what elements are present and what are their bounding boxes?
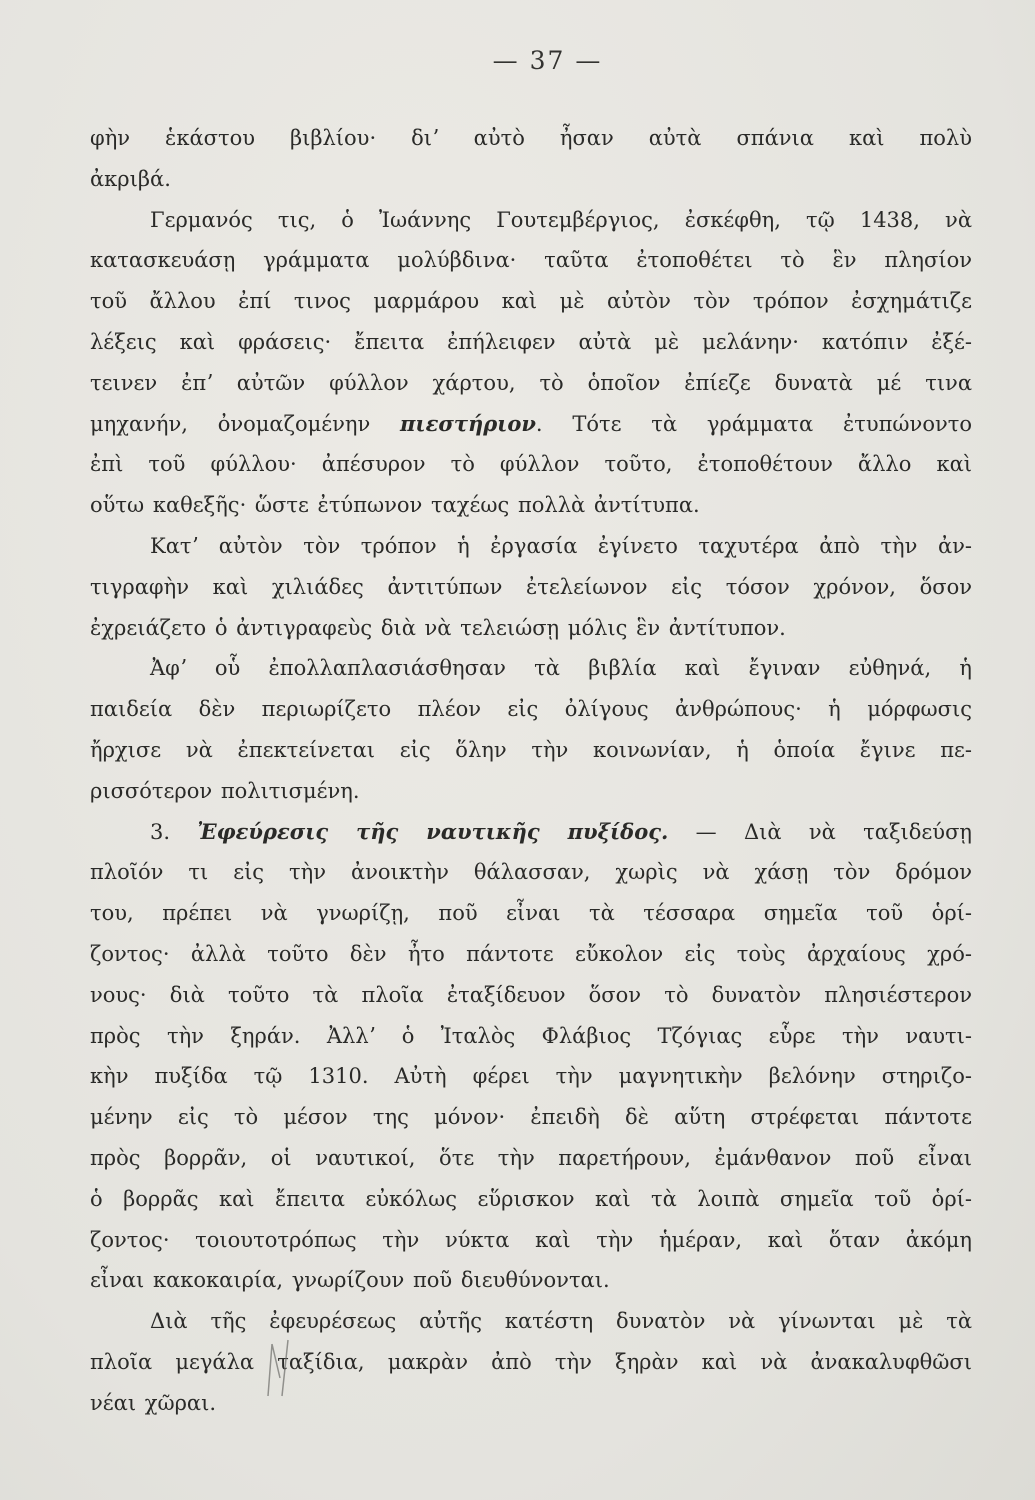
text-line: οὕτω καθεξῆς· ὥστε ἐτύπωνον ταχέως πολλὰ ἀντίτυπα.: [90, 493, 700, 518]
text-line: τεινεν ἐπʼ αὐτῶν φύλλον χάρτου, τὸ ὁποῖον ἐπίεζε δυνατὰ μέ τινα: [90, 370, 972, 395]
text-line: φὴν ἑκάστου βιβλίου· διʼ αὐτὸ ἦσαν αὐτὰ σπάνια καὶ πολὺ: [90, 126, 972, 150]
text-line: κατασκευάσῃ γράμματα μολύβδινα· ταῦτα ἐτοποθέτει τὸ ἓν πλησίον: [90, 248, 972, 273]
text-line: πλοῖα μεγάλα ταξίδια, μακρὰν ἀπὸ τὴν ξηρὰν καὶ νὰ ἀνακαλυφθῶσι: [90, 1349, 972, 1374]
text-line: παιδεία δὲν περιωρίζετο πλέον εἰς ὀλίγους ἀνθρώπους· ἡ μόρφωσις: [90, 697, 972, 722]
text-line: ὁ βορρᾶς καὶ ἔπειτα εὐκόλως εὕρισκον καὶ τὰ λοιπὰ σημεῖα τοῦ ὁρί-: [90, 1186, 972, 1211]
body-text: [90, 118, 972, 1424]
text-line: νους· διὰ τοῦτο τὰ πλοῖα ἐταξίδευον ὅσον τὸ δυνατὸν πλησιέστερον: [90, 982, 972, 1007]
text-fragment: . Τότε τὰ γράμματα ἐτυπώνοντο: [535, 411, 972, 436]
text-fragment: — Διὰ νὰ ταξιδεύσῃ: [695, 819, 972, 844]
section-title: Ἐφεύρεσις τῆς ναυτικῆς πυξίδος.: [197, 818, 669, 844]
text-line: ζοντος· ἀλλὰ τοῦτο δὲν ἦτο πάντοτε εὔκολον εἰς τοὺς ἀρχαίους χρό-: [90, 941, 972, 966]
text-line: λέξεις καὶ φράσεις· ἔπειτα ἐπήλειφεν αὐτὰ μὲ μελάνην· κατόπιν ἐξέ-: [90, 329, 972, 354]
text-line: τιγραφὴν καὶ χιλιάδες ἀντιτύπων ἐτελείωνον εἰς τόσον χρόνον, ὅσον: [90, 574, 972, 599]
text-line: Γερμανός τις, ὁ Ἰωάννης Γουτεμβέργιος, ἐσκέφθη, τῷ 1438, νὰ: [150, 207, 972, 232]
section-number: 3.: [150, 819, 171, 844]
emphasized-term: πιεστήριον: [400, 410, 536, 436]
text-line: Κατʼ αὐτὸν τὸν τρόπον ἡ ἐργασία ἐγίνετο ταχυτέρα ἀπὸ τὴν ἀν-: [150, 533, 972, 558]
paragraph-final: [90, 1301, 972, 1423]
text-line: μένην εἰς τὸ μέσον της μόνον· ἐπειδὴ δὲ αὕτη στρέφεται πάντοτε: [90, 1105, 972, 1130]
text-line: Διὰ τῆς ἐφευρέσεως αὐτῆς κατέστη δυνατὸν νὰ γίνωνται μὲ τὰ: [150, 1309, 972, 1334]
text-line: ἤρχισε νὰ ἐπεκτείνεται εἰς ὅλην τὴν κοινωνίαν, ἡ ὁποία ἔγινε πε-: [90, 737, 972, 762]
text-line: του, πρέπει νὰ γνωρίζῃ, ποῦ εἶναι τὰ τέσσαρα σημεῖα τοῦ ὁρί-: [90, 901, 972, 926]
section-3-paragraph: [90, 812, 972, 1302]
paragraph-2: [90, 200, 972, 526]
page-number: — 37 —: [492, 46, 603, 75]
text-line: Ἀφʼ οὗ ἐπολλαπλασιάσθησαν τὰ βιβλία καὶ ἔγιναν εὐθηνά, ἡ: [150, 656, 972, 681]
text-line: νέαι χῶραι.: [90, 1390, 217, 1415]
text-line: εἶναι κακοκαιρία, γνωρίζουν ποῦ διευθύνονται.: [90, 1268, 610, 1293]
paragraph-1: [90, 118, 972, 200]
text-line: ρισσότερον πολιτισμένη.: [90, 778, 360, 803]
text-line: πλοῖόν τι εἰς τὴν ἀνοικτὴν θάλασσαν, χωρὶς νὰ χάσῃ τὸν δρόμον: [90, 860, 972, 885]
text-line: ἀκριβά.: [90, 166, 171, 191]
text-line: ἐπὶ τοῦ φύλλου· ἀπέσυρον τὸ φύλλον τοῦτο, ἐτοποθέτουν ἄλλο καὶ: [90, 452, 972, 477]
text-line: ζοντος· τοιουτοτρόπως τὴν νύκτα καὶ τὴν ἡμέραν, καὶ ὅταν ἀκόμη: [90, 1227, 972, 1252]
text-fragment: μηχανήν, ὀνομαζομένην: [90, 411, 371, 436]
text-line: κὴν πυξίδα τῷ 1310. Αὐτὴ φέρει τὴν μαγνητικὴν βελόνην στηριζο-: [90, 1064, 972, 1089]
paragraph-3: [90, 526, 972, 648]
text-line: τοῦ ἄλλου ἐπί τινος μαρμάρου καὶ μὲ αὐτὸν τὸν τρόπον ἐσχημάτιζε: [90, 289, 972, 314]
text-line: ἐχρειάζετο ὁ ἀντιγραφεὺς διὰ νὰ τελειώσῃ μόλις ἓν ἀντίτυπον.: [90, 615, 786, 640]
paragraph-4: [90, 648, 972, 811]
text-line-with-emphasis: [90, 404, 972, 445]
section-heading-line: [90, 812, 972, 853]
text-line: πρὸς βορρᾶν, οἱ ναυτικοί, ὅτε τὴν παρετήρουν, ἐμάνθανον ποῦ εἶναι: [90, 1145, 972, 1170]
text-line: πρὸς τὴν ξηράν. Ἀλλʼ ὁ Ἰταλὸς Φλάβιος Τζόγιας εὗρε τὴν ναυτι-: [90, 1023, 972, 1048]
pencil-mark-icon: [258, 1338, 318, 1398]
